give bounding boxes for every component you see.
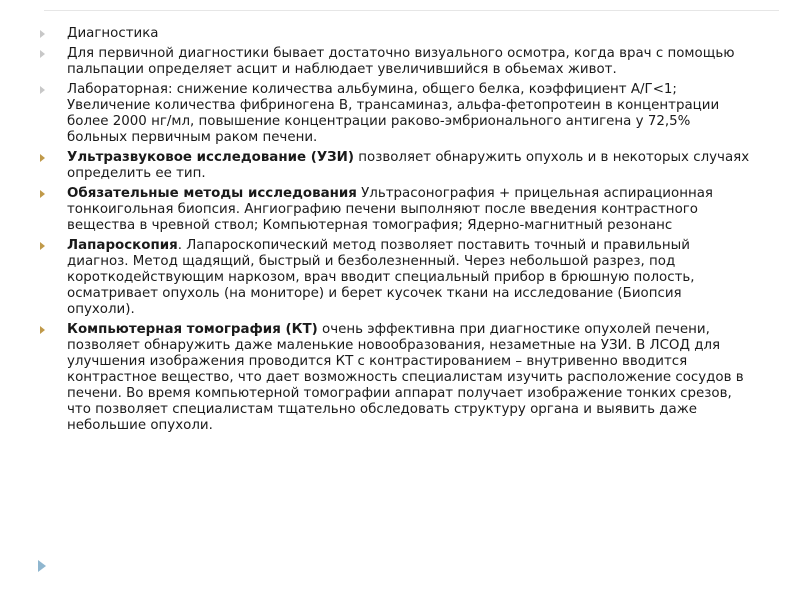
bullet-icon — [40, 30, 45, 38]
top-divider — [44, 10, 779, 11]
item-text: очень эффективна при диагностике опухолей печени, позволяет обнаружить даже маленькие новообразования, незаметные на УЗИ. В ЛСОД для улучшения изображения проводится КТ с контрастированием – внутривенно вводится контрастное вещество, что дает возможность специалистам изучить расположение сосудов в печени. Во время компьютерной томографии аппарат получает изображение тонких срезов, что позволяет специалистам тщательно обследовать структуру органа и выявить даже небольшие опухоли. — [67, 322, 744, 433]
list-item — [40, 238, 752, 318]
item-bold: Лапароскопия — [67, 238, 178, 253]
list-item — [40, 82, 752, 146]
item-text: Ультрасонография + прицельная аспирационная тонкоигольная биопсия. Ангиографию печени выполняют после введения контрастного вещества в чревной ствол; Компьютерная томография; Ядерно-магнитный резонанс — [67, 186, 713, 233]
next-slide-arrow-icon[interactable] — [38, 560, 46, 572]
item-bold: Ультразвуковое исследование (УЗИ) — [67, 150, 355, 165]
bullet-icon — [40, 154, 45, 162]
list-item — [40, 26, 752, 42]
item-text: позволяет обнаружить опухоль и в некоторых случаях определить ее тип. — [67, 150, 750, 181]
item-text: Диагностика — [67, 26, 159, 41]
item-bold: Компьютерная томография (КТ) — [67, 322, 318, 337]
item-bold: Обязательные методы исследования — [67, 186, 357, 201]
bullet-icon — [40, 190, 45, 198]
bullet-icon — [40, 50, 45, 58]
bullet-list — [40, 26, 752, 438]
list-item — [40, 322, 752, 434]
item-text: Для первичной диагностики бывает достаточно визуального осмотра, когда врач с помощью пальпации определяет асцит и наблюдает увеличившийся в обьемах живот. — [67, 46, 735, 77]
list-item — [40, 186, 752, 234]
bullet-icon — [40, 326, 45, 334]
item-text: . Лапароскопический метод позволяет поставить точный и правильный диагноз. Метод щадящий, быстрый и безболезненный. Через небольшой разрез, под короткодействующим наркозом, врач вводит специальный прибор в брюшную полость, осматривает опухоль (на мониторе) и берет кусочек ткани на исследование (Биопсия опухоли). — [67, 238, 695, 317]
list-item — [40, 46, 752, 78]
bullet-icon — [40, 86, 45, 94]
list-item — [40, 150, 752, 182]
item-text: Лабораторная: снижение количества альбумина, общего белка, коэффициент А/Г<1; Увеличение количества фибриногена В, трансаминаз, альфа-фетопротеин в концентрации более 2000 нг/мл, повышение концентрации раково-эмбрионального антигена у 72,5% больных первичным раком печени. — [67, 82, 720, 145]
bullet-icon — [40, 242, 45, 250]
